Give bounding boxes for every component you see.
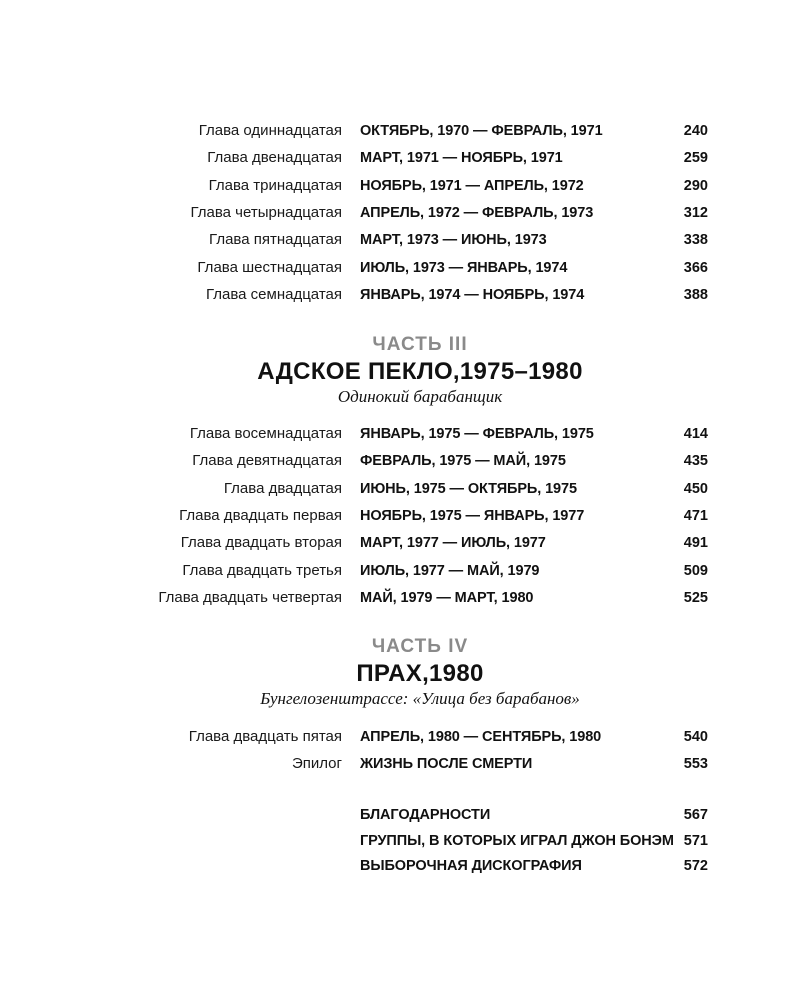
part-label: ЧАСТЬ III: [372, 334, 468, 355]
part-subtitle: Бунгелозенштрассе: «Улица без барабанов»: [260, 689, 580, 708]
chapter-title: АПРЕЛЬ, 1972 — ФЕВРАЛЬ, 1973: [360, 205, 594, 221]
part-label: ЧАСТЬ IV: [371, 636, 469, 657]
toc-row-back-matter[interactable]: [0, 854, 800, 878]
chapter-title: ЯНВАРЬ, 1974 — НОЯБРЬ, 1974: [360, 287, 585, 303]
toc-row[interactable]: [0, 201, 800, 225]
chapter-title: НОЯБРЬ, 1975 — ЯНВАРЬ, 1977: [360, 508, 585, 524]
back-matter-page: 572: [683, 858, 708, 874]
chapter-label: Глава двадцать пятая: [188, 728, 342, 745]
chapter-label: Глава двадцатая: [223, 480, 342, 497]
chapter-label: Глава семнадцатая: [206, 286, 342, 303]
back-matter-title: ВЫБОРОЧНАЯ ДИСКОГРАФИЯ: [360, 858, 582, 874]
chapter-title: МАРТ, 1971 — НОЯБРЬ, 1971: [360, 150, 563, 166]
chapter-page: 366: [683, 260, 708, 276]
chapter-page: 491: [683, 535, 708, 551]
chapter-title: ИЮНЬ, 1975 — ОКТЯБРЬ, 1975: [360, 481, 577, 497]
chapter-label: Глава восемнадцатая: [189, 425, 342, 442]
chapter-label: Глава шестнадцатая: [197, 259, 342, 276]
chapter-label: Глава тринадцатая: [208, 177, 342, 194]
chapter-label: Глава двадцать вторая: [180, 534, 342, 551]
toc-row[interactable]: [0, 174, 800, 198]
chapter-page: 435: [683, 453, 708, 469]
chapter-label: Глава двадцать третья: [182, 562, 342, 579]
chapter-title: МАРТ, 1977 — ИЮЛЬ, 1977: [360, 535, 546, 551]
chapter-title: МАРТ, 1973 — ИЮНЬ, 1973: [360, 232, 547, 248]
toc-row[interactable]: [0, 752, 800, 776]
part-subtitle: Одинокий барабанщик: [337, 387, 503, 406]
toc-row[interactable]: [0, 256, 800, 280]
toc-row-back-matter[interactable]: [0, 803, 800, 827]
chapter-label: Глава пятнадцатая: [209, 231, 342, 248]
back-matter-page: 567: [683, 807, 708, 823]
chapter-page: 388: [683, 287, 708, 303]
chapter-page: 525: [683, 590, 708, 606]
part-title: ПРАХ,1980: [356, 660, 484, 687]
toc-row[interactable]: [0, 504, 800, 528]
chapter-page: 414: [683, 426, 708, 442]
toc-row[interactable]: [0, 449, 800, 473]
back-matter-title: БЛАГОДАРНОСТИ: [360, 807, 491, 823]
chapter-page: 240: [683, 123, 708, 139]
toc-row[interactable]: [0, 119, 800, 143]
chapter-label: Глава двадцать четвертая: [158, 589, 342, 606]
chapter-page: 338: [683, 232, 708, 248]
epilogue-page: 553: [683, 756, 708, 772]
back-matter-title: ГРУППЫ, В КОТОРЫХ ИГРАЛ ДЖОН БОНЭМ: [360, 833, 674, 849]
chapter-title: НОЯБРЬ, 1971 — АПРЕЛЬ, 1972: [360, 178, 584, 194]
toc-row[interactable]: [0, 725, 800, 749]
chapter-page: 290: [683, 178, 708, 194]
chapter-label: Глава одиннадцатая: [198, 122, 342, 139]
back-matter-page: 571: [683, 833, 708, 849]
chapter-page: 471: [683, 508, 708, 524]
toc-row[interactable]: [0, 531, 800, 555]
part-title: АДСКОЕ ПЕКЛО,1975–1980: [257, 358, 583, 385]
chapter-label: Глава четырнадцатая: [190, 204, 342, 221]
toc-row[interactable]: [0, 283, 800, 307]
toc-row[interactable]: [0, 228, 800, 252]
chapter-title: ИЮЛЬ, 1973 — ЯНВАРЬ, 1974: [360, 260, 568, 276]
chapter-label: Глава двенадцатая: [207, 149, 342, 166]
chapter-title: АПРЕЛЬ, 1980 — СЕНТЯБРЬ, 1980: [360, 729, 602, 745]
toc-row[interactable]: [0, 559, 800, 583]
chapter-page: 259: [683, 150, 708, 166]
chapter-title: ФЕВРАЛЬ, 1975 — МАЙ, 1975: [360, 453, 566, 469]
chapter-title: ОКТЯБРЬ, 1970 — ФЕВРАЛЬ, 1971: [360, 123, 603, 139]
chapter-label: Глава девятнадцатая: [192, 452, 342, 469]
epilogue-label: Эпилог: [291, 755, 342, 772]
epilogue-title: ЖИЗНЬ ПОСЛЕ СМЕРТИ: [360, 756, 533, 772]
chapter-page: 450: [683, 481, 708, 497]
toc-row[interactable]: [0, 586, 800, 610]
chapter-page: 509: [683, 563, 708, 579]
toc-row[interactable]: [0, 422, 800, 446]
chapter-label: Глава двадцать первая: [179, 507, 342, 524]
chapter-title: ЯНВАРЬ, 1975 — ФЕВРАЛЬ, 1975: [360, 426, 594, 442]
toc-row-back-matter[interactable]: [0, 829, 800, 853]
toc-row[interactable]: [0, 477, 800, 501]
chapter-page: 312: [683, 205, 708, 221]
chapter-title: МАЙ, 1979 — МАРТ, 1980: [360, 590, 534, 606]
chapter-title: ИЮЛЬ, 1977 — МАЙ, 1979: [360, 563, 540, 579]
chapter-page: 540: [683, 729, 708, 745]
toc-row[interactable]: [0, 146, 800, 170]
